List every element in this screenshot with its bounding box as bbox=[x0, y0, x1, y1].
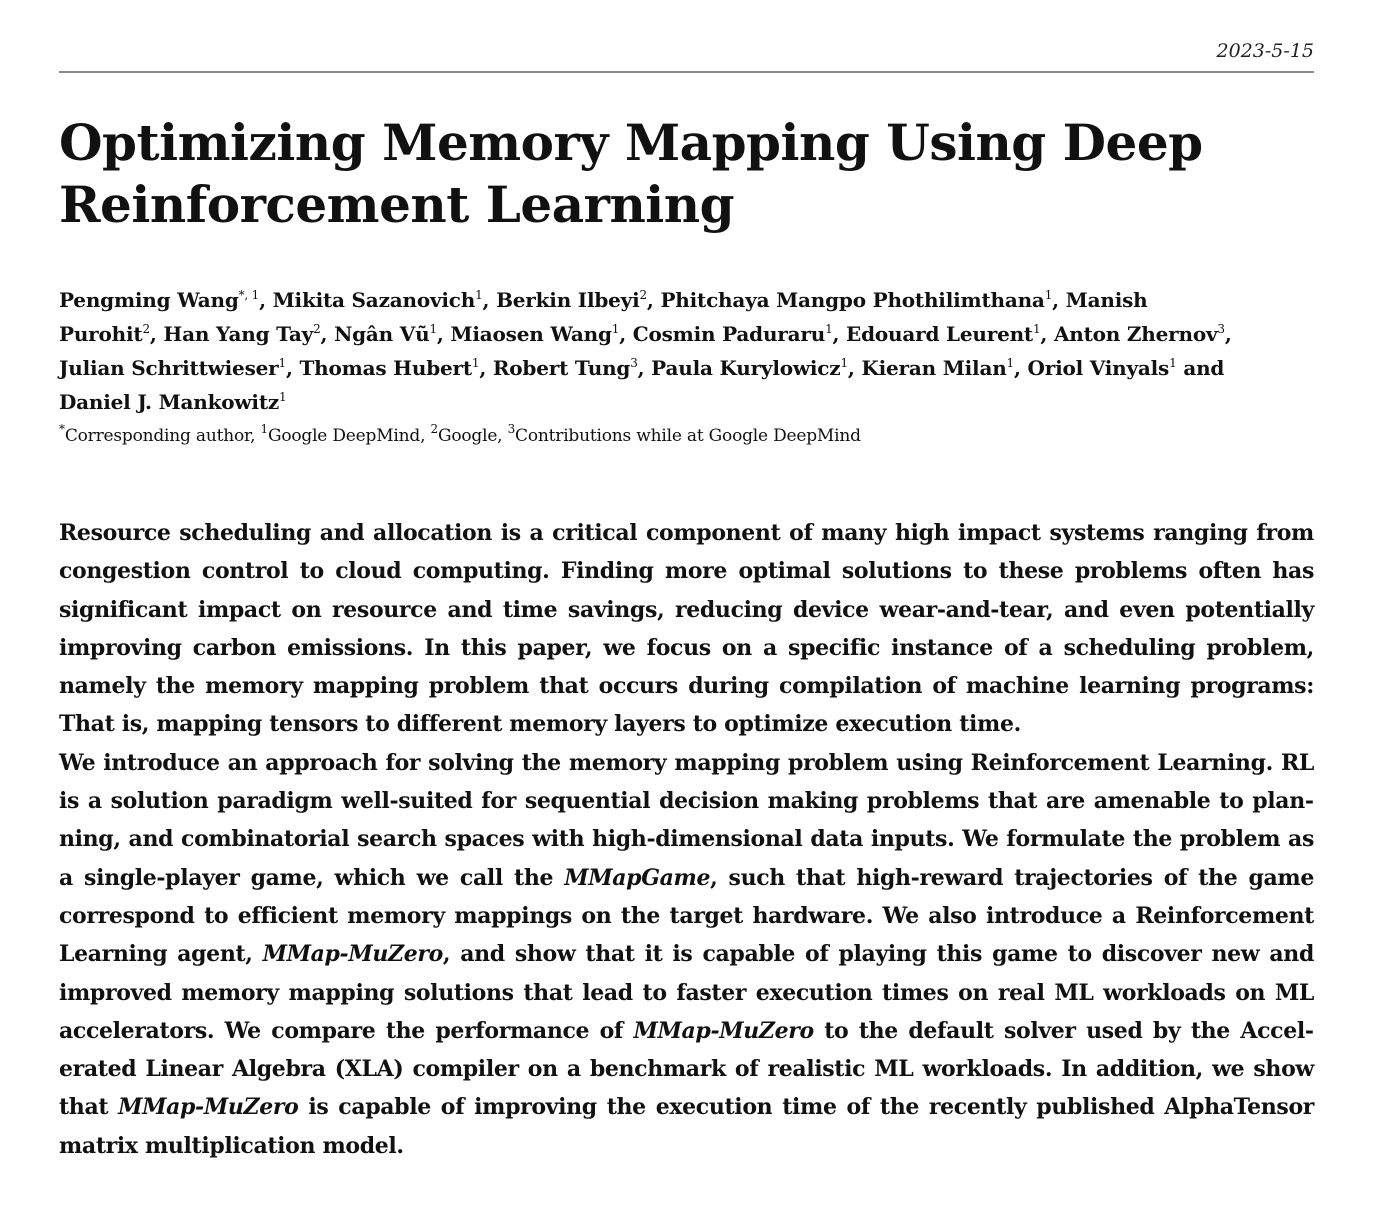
author-name: Daniel J. Mankowitz bbox=[59, 390, 280, 414]
author-name: Paula Kurylowicz bbox=[651, 356, 841, 380]
author-affil-mark: 1 bbox=[825, 322, 833, 336]
author-affil-mark: 1 bbox=[1006, 356, 1014, 370]
author-name: Oriol Vinyals bbox=[1027, 356, 1170, 380]
author-affil-mark: 1 bbox=[278, 356, 286, 370]
affiliation-mark: 3 bbox=[507, 422, 516, 436]
author-affil-mark: 1 bbox=[1032, 322, 1041, 336]
author-name: Robert Tung bbox=[492, 356, 631, 380]
publication-date: 2023-5-15 bbox=[1216, 40, 1314, 62]
author-name: Phitchaya Mangpo Phothilimthana bbox=[660, 288, 1045, 312]
author-name: Edouard Leurent bbox=[846, 322, 1033, 346]
abstract-paragraph-1: Resource scheduling and allocation is a critical component of many high impact systems ranging from congestion control to cloud computing. Finding more optimal solutions to these problems often has significant impact on resource and time savings, reducing device wear-and-tear, and even potentially improving carbon emissions. In this paper, we focus on a specific instance of a scheduling problem, namely the memory mapping problem that occurs during compilation of machine learning programs: That is, mapping tensors to different memory layers to optimize execution time. bbox=[59, 520, 1314, 738]
author-affil-mark: 1 bbox=[471, 356, 480, 370]
author-list: Pengming Wang$^{*, 1}$, Mikita Sazanovich$^1$, Berkin Ilbeyi$^2$, Phitchaya Mangpo Phothilimthana$^1$, Manish Purohit$^2$, Han Yang Tay$^2$, Ngân $Vũ^1$, Miaosen Wang$^1$, Cosmin Paduraru$^1$, Edouard Leurent$^1$, Anton Zhernov$^3$, Julian Schrittwieser$^1$, Thomas Hubert$^1$, Robert Tung$^3$, Paula Kurylowicz$^1$, Kieran Milan$^1$, Oriol Vinyals$^1$ and Daniel J. Mankowitz$^1$ bbox=[59, 288, 1232, 414]
abstract-text: is capable of improving the execution time of the recently published AlphaTensor matrix multiplication model. bbox=[59, 1094, 1315, 1159]
affiliation-mark: * bbox=[59, 422, 65, 436]
author-affil-mark: 2 bbox=[313, 322, 321, 336]
author-name: Mikita Sazanovich bbox=[272, 288, 476, 312]
affiliation-text: Corresponding author, bbox=[64, 426, 256, 446]
author-name: Miaosen Wang bbox=[450, 322, 612, 346]
title-line-2: Reinforcement Learning bbox=[59, 175, 735, 234]
affiliation-text: Google DeepMind, bbox=[267, 426, 426, 446]
author-affil-mark: 2 bbox=[639, 288, 647, 302]
author-affil-mark: *, 1 bbox=[238, 288, 260, 302]
abstract-emphasis: MMap-MuZero bbox=[118, 1094, 299, 1121]
abstract-text: We introduce an approach for solving the memory mapping problem using Reinforcement Learning. RL is a solution paradigm well-suited for sequential decision making problems that are amenable to planning, and combinatorial search spaces with high-dimensional data inputs. We formulate the problem as a single-player game, which we call the bbox=[59, 749, 1314, 891]
author-affil-mark: 1 bbox=[429, 322, 437, 336]
affiliation-mark: 1 bbox=[260, 422, 268, 436]
author-affil-mark: 3 bbox=[630, 356, 638, 370]
author-name: Anton Zhernov bbox=[1053, 322, 1218, 346]
author-name: Han Yang Tay bbox=[163, 322, 314, 346]
author-affil-mark: 1 bbox=[279, 390, 287, 404]
author-affil-mark: 1 bbox=[1044, 288, 1053, 302]
paper-title bbox=[59, 112, 1314, 236]
author-name: Julian Schrittwieser bbox=[59, 356, 279, 380]
affiliation-text: Google, bbox=[437, 426, 503, 446]
author-affil-mark: 3 bbox=[1217, 322, 1225, 336]
abstract-emphasis: MMapGame bbox=[564, 864, 711, 891]
header-rule bbox=[59, 71, 1314, 73]
author-name: Pengming Wang bbox=[59, 288, 239, 312]
author-affil-mark: 1 bbox=[475, 288, 483, 302]
abstract bbox=[59, 514, 1314, 1165]
affiliations bbox=[59, 424, 1259, 448]
affiliation-text: Contributions while at Google DeepMind bbox=[515, 426, 861, 446]
abstract-text: to the default solver used by the Accelerated Linear Algebra (XLA) compiler on a benchmark of realistic ML workloads. In addition, we show that bbox=[59, 1017, 1314, 1121]
abstract-paragraph-2 bbox=[59, 744, 1314, 1165]
author-name: Kieran Milan bbox=[861, 356, 1007, 380]
abstract-text: , and show that it is capable of playing this game to discover new and improved memory mapping solutions that lead to faster execution times on real ML workloads on ML accelerators. We compare the performance of bbox=[59, 941, 1314, 1044]
author-affil-mark: 1 bbox=[840, 356, 848, 370]
author-name: Berkin Ilbeyi bbox=[496, 288, 640, 312]
abstract-text: , such that high-reward trajectories of the game correspond to efficient memory mappings on the target hardware. We also introduce a Reinforcement Learning agent, bbox=[59, 864, 1314, 968]
author-affil-mark: 1 bbox=[1169, 356, 1177, 370]
author-name: Thomas Hubert bbox=[299, 356, 472, 380]
title-line-1: Optimizing Memory Mapping Using Deep bbox=[59, 113, 1203, 172]
author-affil-mark: 2 bbox=[142, 322, 150, 336]
author-affil-mark: 1 bbox=[611, 322, 620, 336]
abstract-emphasis: MMap-MuZero bbox=[633, 1017, 814, 1044]
authors-conjunction: and bbox=[1183, 356, 1225, 380]
author-name: Ngân Vũ bbox=[334, 322, 430, 346]
author-name: Cosmin Paduraru bbox=[632, 322, 826, 346]
abstract-emphasis: MMap-MuZero bbox=[262, 941, 443, 968]
affiliation-mark: 2 bbox=[430, 422, 438, 436]
